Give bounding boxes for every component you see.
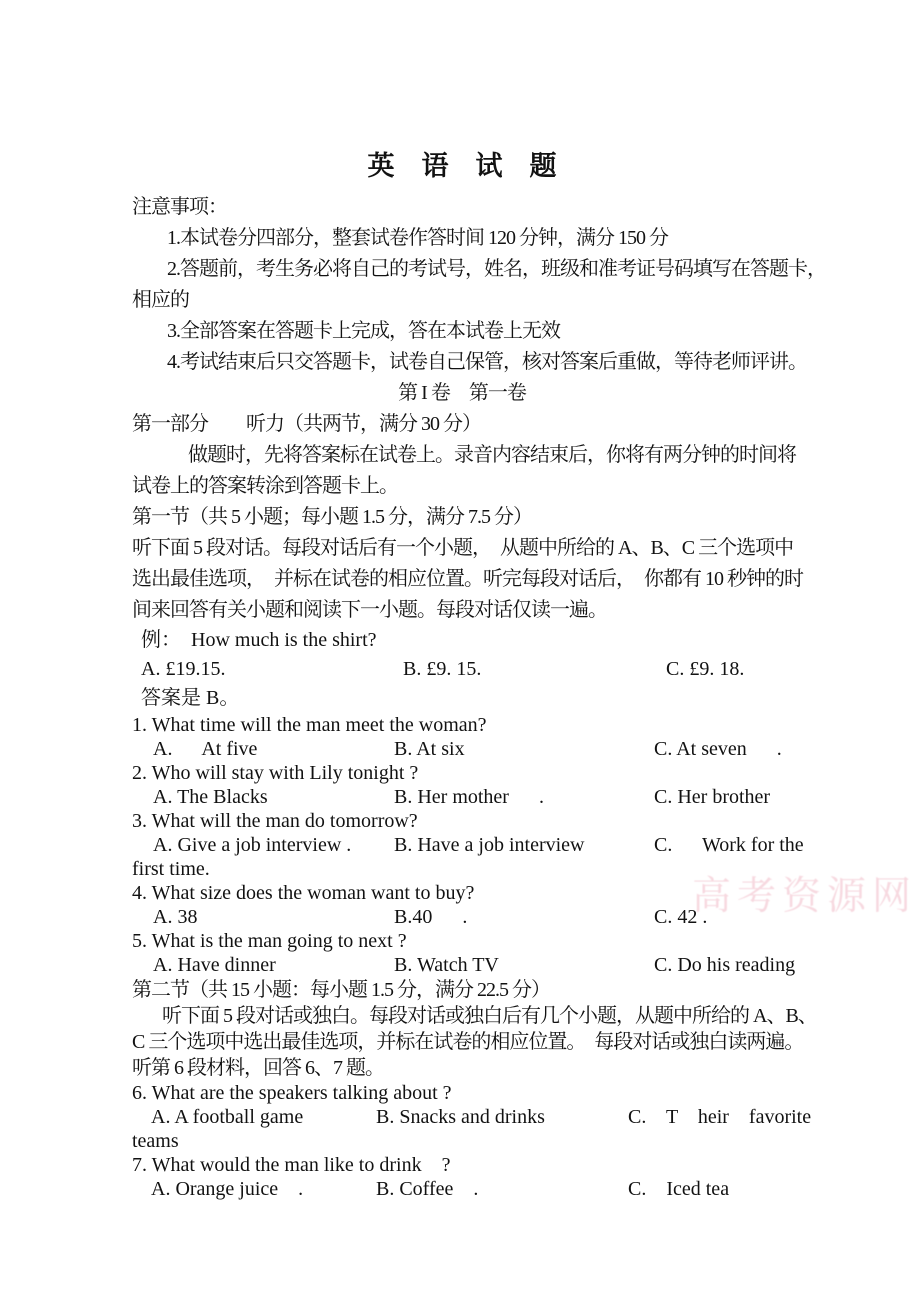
question-3-options-row — [132, 833, 804, 857]
part1-heading: 第一部分 听力（共两节，满分 30 分） — [132, 413, 481, 435]
section2-heading: 第二节（共 15 小题：每小题 1.5 分，满分 22.5 分） — [132, 979, 550, 1001]
example-option-b: B. £9. 15. — [403, 658, 482, 680]
question-3-option-c-wrap: first time. — [132, 858, 210, 880]
question-2-options-row — [132, 785, 792, 809]
question-6-option-b: B. Snacks and drinks — [376, 1106, 545, 1128]
question-3-text: 3. What will the man do tomorrow? — [132, 810, 418, 832]
question-4-options-row — [132, 905, 792, 929]
question-4-text: 4. What size does the woman want to buy? — [132, 882, 475, 904]
question-5-text: 5. What is the man going to next ? — [132, 930, 407, 952]
notice-item-1: 1.本试卷分四部分，整套试卷作答时间 120 分钟，满分 150 分 — [167, 227, 668, 249]
question-1-text: 1. What time will the man meet the woman? — [132, 714, 487, 736]
question-7-option-a: A. Orange juice . — [151, 1178, 304, 1200]
question-6-option-a: A. A football game — [151, 1106, 304, 1128]
question-6-text: 6. What are the speakers talking about ? — [132, 1082, 452, 1104]
example-answer: 答案是 B。 — [141, 687, 240, 709]
question-2-text: 2. Who will stay with Lily tonight ? — [132, 762, 419, 784]
question-5-option-a: A. Have dinner — [153, 954, 276, 976]
question-4-option-a: A. 38 — [153, 906, 198, 928]
question-2-option-b: B. Her mother . — [394, 786, 544, 808]
section1-heading: 第一节（共 5 小题；每小题 1.5 分，满分 7.5 分） — [132, 506, 532, 528]
question-6-options-row — [132, 1105, 812, 1129]
question-4-option-c: C. 42 . — [654, 906, 708, 928]
question-3-option-c: C. Work for the — [654, 834, 804, 856]
section1-instructions-line-2: 选出最佳选项， 并标在试卷的相应位置。听完每段对话后， 你都有 10 秒钟的时 — [132, 568, 803, 590]
question-7-option-b: B. Coffee . — [376, 1178, 479, 1200]
question-2-option-c: C. Her brother — [654, 786, 771, 808]
question-5-option-c: C. Do his reading — [654, 954, 796, 976]
example-options-row — [132, 655, 792, 684]
question-6-option-c: C. T heir favorite — [628, 1106, 812, 1128]
question-3-option-b: B. Have a job interview — [394, 834, 585, 856]
section1-instructions-line-3: 间来回答有关小题和阅读下一小题。每段对话仅读一遍。 — [132, 599, 607, 621]
notice-heading: 注意事项： — [132, 196, 227, 218]
question-7-option-c: C. Iced tea — [628, 1178, 730, 1200]
question-6-option-c-wrap: teams — [132, 1130, 179, 1152]
question-4-option-b: B.40 . — [394, 906, 468, 928]
question-1-option-b: B. At six — [394, 738, 465, 760]
part1-intro-line-2: 试卷上的答案转涂到答题卡上。 — [132, 475, 398, 497]
question-7-text: 7. What would the man like to drink ? — [132, 1154, 451, 1176]
volume-heading: 第 I 卷 第一卷 — [398, 382, 526, 404]
question-1-option-a: A. At five — [153, 738, 258, 760]
watermark: 高考资源网 — [692, 875, 918, 918]
example-option-a: A. £19.15. — [141, 658, 226, 680]
example-option-c: C. £9. 18. — [666, 658, 745, 680]
question-5-options-row — [132, 953, 796, 977]
question-1-options-row — [132, 737, 792, 761]
section2-instructions-line-1: 听下面 5 段对话或独白。每段对话或独白后有几个小题，从题中所给的 A、B、 — [162, 1005, 817, 1027]
notice-item-3: 3.全部答案在答题卡上完成，答在本试卷上无效 — [167, 320, 560, 342]
notice-item-2: 2.答题前，考生务必将自己的考试号，姓名，班级和准考证号码填写在答题卡， — [167, 258, 826, 280]
page-title: 英 语 试 题 — [367, 151, 557, 181]
section2-lead: 听第 6 段材料，回答 6、7 题。 — [132, 1057, 384, 1079]
example-prompt: 例： How much is the shirt? — [141, 629, 377, 651]
question-2-option-a: A. The Blacks — [153, 786, 268, 808]
notice-item-2-wrap: 相应的 — [132, 289, 189, 311]
question-5-option-b: B. Watch TV — [394, 954, 499, 976]
section2-instructions-line-2: C 三个选项中选出最佳选项，并标在试卷的相应位置。 每段对话或独白读两遍。 — [132, 1031, 804, 1053]
question-1-option-c: C. At seven . — [654, 738, 782, 760]
section1-instructions-line-1: 听下面 5 段对话。每段对话后有一个小题， 从题中所给的 A、B、C 三个选项中 — [132, 537, 794, 559]
question-3-option-a: A. Give a job interview . — [153, 834, 352, 856]
part1-intro-line-1: 做题时，先将答案标在试卷上。录音内容结束后，你将有两分钟的时间将 — [188, 444, 796, 466]
notice-item-4: 4.考试结束后只交答题卡，试卷自己保管，核对答案后重做，等待老师评讲。 — [167, 351, 807, 373]
question-7-options-row — [132, 1177, 792, 1201]
